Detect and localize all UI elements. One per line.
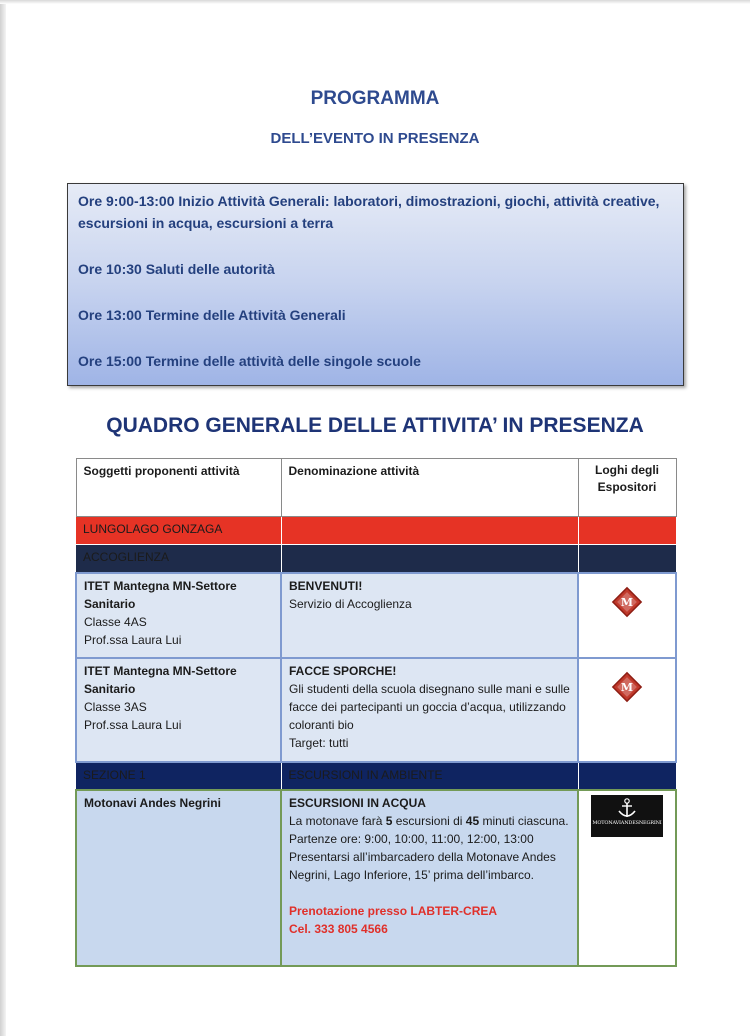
page-edge-shadow <box>0 0 6 1036</box>
booking-info: Prenotazione presso LABTER-CREA <box>289 903 498 918</box>
section-row-accoglienza <box>76 545 676 573</box>
activity-cell <box>281 790 578 966</box>
table-header-row <box>76 459 676 517</box>
program-item: Ore 9:00-13:00 Inizio Attività Generali: laboratori, dimostrazioni, giochi, attività creative, escursioni in acqua, escursioni a terra <box>78 193 660 231</box>
section-label: ACCOGLIENZA <box>76 545 281 573</box>
program-item: Ore 10:30 Saluti delle autorità <box>78 261 275 277</box>
activity-description <box>289 812 570 830</box>
overview-title: QUADRO GENERALE DELLE ATTIVITA’ IN PRESENZA <box>106 414 644 437</box>
activity-target: Target: tutti <box>289 735 349 750</box>
page-top-shadow <box>0 0 750 4</box>
column-header-activity: Denominazione attività <box>281 459 578 517</box>
activities-table <box>75 458 677 967</box>
program-box <box>67 183 684 386</box>
activity-text: La motonave farà <box>289 813 386 828</box>
activity-text: escursioni di <box>392 813 466 828</box>
section-label: SEZIONE 1 <box>76 762 281 790</box>
logo-cell <box>578 658 676 762</box>
proposer-cell <box>76 658 281 762</box>
proposer-name: Motonavi Andes Negrini <box>84 795 221 810</box>
column-header-proposer: Soggetti proponenti attività <box>76 459 281 517</box>
booking-phone: Cel. 333 805 4566 <box>289 921 388 936</box>
motonavi-logo <box>591 795 663 837</box>
program-item: Ore 15:00 Termine delle attività delle singole scuole <box>78 353 421 369</box>
anchor-icon <box>591 797 663 821</box>
proposer-name: ITET Mantegna MN-Settore Sanitario <box>84 578 237 611</box>
proposer-name: ITET Mantegna MN-Settore Sanitario <box>84 663 237 696</box>
section-label: LUNGOLAGO GONZAGA <box>76 517 281 545</box>
svg-text:M: M <box>620 680 634 694</box>
activity-title: FACCE SPORCHE! <box>289 663 397 678</box>
logo-cell <box>578 790 676 966</box>
activity-departures: Partenze ore: 9:00, 10:00, 11:00, 12:00, 13:00 <box>289 831 534 846</box>
logo-cell <box>578 573 676 658</box>
proposer-cell <box>76 790 281 966</box>
section-row-sezione1 <box>76 762 676 790</box>
proposer-cell <box>76 573 281 658</box>
excursion-count: 5 <box>385 813 393 828</box>
table-row <box>76 573 676 658</box>
activity-description: Servizio di Accoglienza <box>289 596 412 611</box>
proposer-teacher: Prof.ssa Laura Lui <box>84 632 182 647</box>
table-row <box>76 790 676 966</box>
mantegna-logo-icon <box>610 670 644 704</box>
mantegna-logo-icon <box>610 585 644 619</box>
motonavi-logo-text: MOTONAVIANDESNEGRINI <box>592 819 662 826</box>
page-subtitle: DELL’EVENTO IN PRESENZA <box>270 130 480 147</box>
proposer-class: Classe 4AS <box>84 614 147 629</box>
activity-cell <box>281 658 578 762</box>
activity-cell <box>281 573 578 658</box>
page-title: PROGRAMMA <box>310 88 440 109</box>
activity-meeting: Presentarsi all’imbarcadero della Motonave Andes Negrini, Lago Inferiore, 15’ prima dell’imbarco. <box>289 849 556 882</box>
proposer-class: Classe 3AS <box>84 699 147 714</box>
svg-text:M: M <box>620 595 634 609</box>
table-row <box>76 658 676 762</box>
column-header-logos: Loghi degli Espositori <box>578 459 676 517</box>
excursion-minutes: 45 <box>465 813 480 828</box>
section-activity-label: ESCURSIONI IN AMBIENTE <box>281 762 578 790</box>
section-row-lungolago <box>76 517 676 545</box>
program-item: Ore 13:00 Termine delle Attività Generali <box>78 307 346 323</box>
activity-text: minuti ciascuna. <box>479 813 569 828</box>
activity-title: BENVENUTI! <box>289 578 363 593</box>
activity-title: ESCURSIONI IN ACQUA <box>289 795 426 810</box>
proposer-teacher: Prof.ssa Laura Lui <box>84 717 182 732</box>
activity-description: Gli studenti della scuola disegnano sulle mani e sulle facce dei partecipanti un goccia d’acqua, utilizzando coloranti bio <box>289 681 570 732</box>
